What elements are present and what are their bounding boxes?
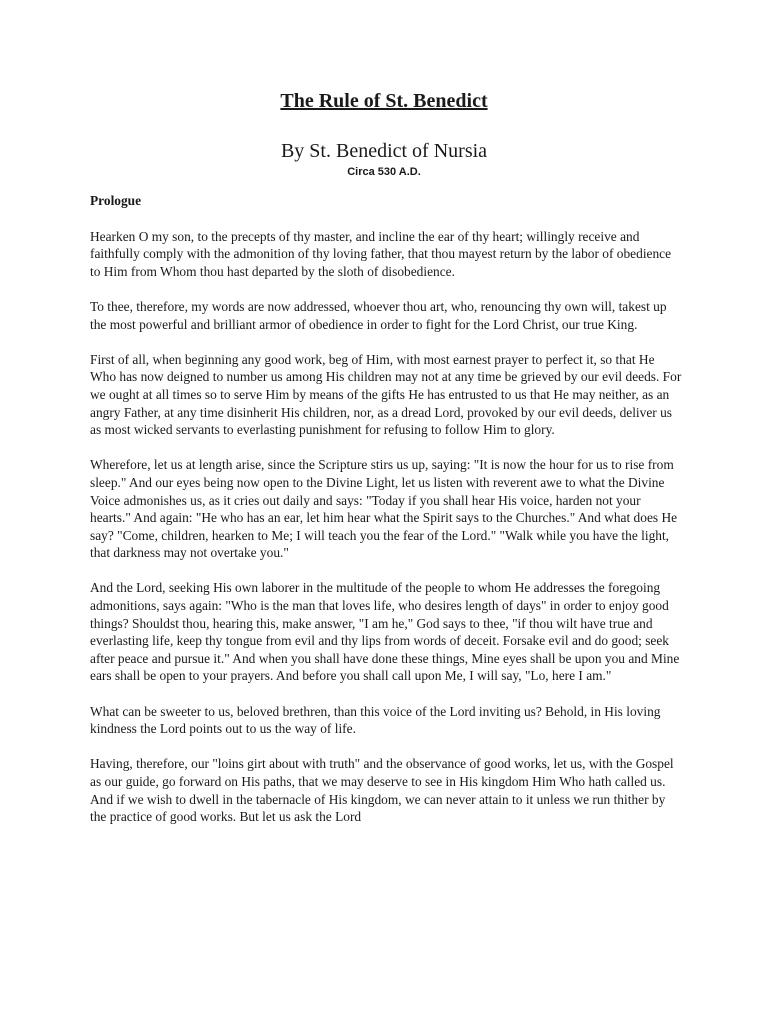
paragraph: What can be sweeter to us, beloved brethren, than this voice of the Lord inviting us? Behold, in His loving kindness the Lord points out to us the way of life.: [90, 703, 661, 737]
document-title: The Rule of St. Benedict: [280, 90, 488, 112]
paragraph: Wherefore, let us at length arise, since the Scripture stirs us up, saying: "It is now the hour for us to rise from sleep." And our eyes being now open to the Divine Light, let us listen with reverent awe to what the Divine Voice admonishes us, as it cries out daily and says: "Today if you shall hear His voice, harden not your hearts." And again: "He who has an ear, let him hear what the Spirit says to the Churches." And what does He say? "Come, children, hearken to Me; I will teach you the fear of the Lord." "Walk while you have the light, that darkness may not overtake you.": [90, 457, 678, 561]
paragraph: Having, therefore, our "loins girt about with truth" and the observance of good works, let us, with the Gospel as our guide, go forward on His paths, that we may deserve to see in His kingdom Him Who hath called us. And if we wish to dwell in the tabernacle of His kingdom, we can never attain to it unless we run thither by the practice of good works. But let us ask the Lord: [90, 756, 674, 825]
section-heading: Prologue: [90, 193, 142, 208]
paragraph: Hearken O my son, to the precepts of thy master, and incline the ear of thy heart; willingly receive and faithfully comply with the admonition of thy loving father, that thou mayest return by the labor of obedience to Him from Whom thou hast departed by the sloth of disobedience.: [90, 228, 672, 279]
document-author: By St. Benedict of Nursia: [280, 140, 488, 162]
document-body: [90, 192, 682, 843]
paragraph: To thee, therefore, my words are now addressed, whoever thou art, who, renouncing thy own will, takest up the most powerful and brilliant armor of obedience in order to fight for the Lord Christ, our true King.: [90, 298, 667, 332]
paragraph: And the Lord, seeking His own laborer in the multitude of the people to whom He addresses the foregoing admonitions, says again: "Who is the man that loves life, who desires length of days" in order to enjoy good things? Shouldst thou, hearing this, make answer, "I am he," God says to thee, "if thou wilt have true and everlasting life, keep thy tongue from evil and thy lips from words of deceit. Forsake evil and do good; seek after peace and pursue it." And when you shall have done these things, Mine eyes shall be upon you and Mine ears shall be open to your prayers. And before you shall call upon Me, I will say, "Lo, here I am.": [90, 580, 680, 684]
document-date: Circa 530 A.D.: [347, 166, 421, 178]
paragraph: First of all, when beginning any good work, beg of Him, with most earnest prayer to perfect it, so that He Who has now deigned to number us among His children may not at any time be grieved by our evil deeds. For we ought at all times so to serve Him by means of the gifts He has entrusted to us that He may neither, as an angry Father, at any time disinherit His children, nor, as a dread Lord, provoked by our evil deeds, deliver us as most wicked servants to everlasting punishment for refusing to follow Him to glory.: [90, 351, 682, 438]
